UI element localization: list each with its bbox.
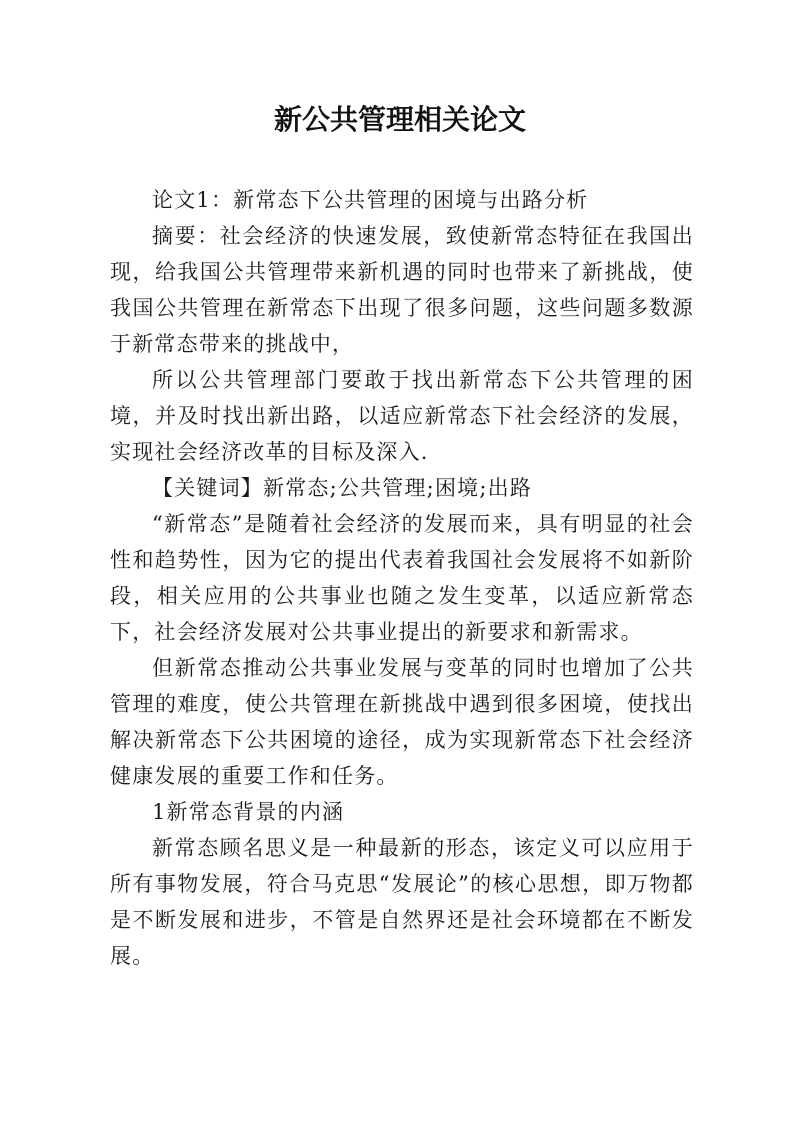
keywords-paragraph: 【关键词】新常态;公共管理;困境;出路 [152, 476, 533, 500]
body-paragraph: “新常态”是随着社会经济的发展而来，具有明显的社会性和趋势性，因为它的提出代表着我国社会发展将不如新阶段，相关应用的公共事业也随之发生变革，以适应新常态下，社会经济发展对公共事业提出的新要求和新需求。 [110, 512, 694, 644]
document-body [110, 182, 694, 974]
abstract-continuation: 所以公共管理部门要敢于找出新常态下公共管理的困境，并及时找出新出路，以适应新常态下社会经济的发展，实现社会经济改革的目标及深入. [110, 368, 694, 464]
section-heading: 1新常态背景的内涵 [152, 800, 345, 824]
body-paragraph: 但新常态推动公共事业发展与变革的同时也增加了公共管理的难度，使公共管理在新挑战中遇到很多困境，使找出解决新常态下公共困境的途径，成为实现新常态下社会经济健康发展的重要工作和任务。 [110, 656, 694, 788]
abstract-paragraph: 摘要：社会经济的快速发展，致使新常态特征在我国出现，给我国公共管理带来新机遇的同时也带来了新挑战，使我国公共管理在新常态下出现了很多问题，这些问题多数源于新常态带来的挑战中， [110, 224, 694, 356]
document-title: 新公共管理相关论文 [273, 103, 526, 136]
body-paragraph: 新常态顾名思义是一种最新的形态，该定义可以应用于所有事物发展，符合马克思“发展论”的核心思想，即万物都是不断发展和进步，不管是自然界还是社会环境都在不断发展。 [110, 836, 694, 968]
paper-heading: 论文1：新常态下公共管理的困境与出路分析 [152, 188, 589, 212]
